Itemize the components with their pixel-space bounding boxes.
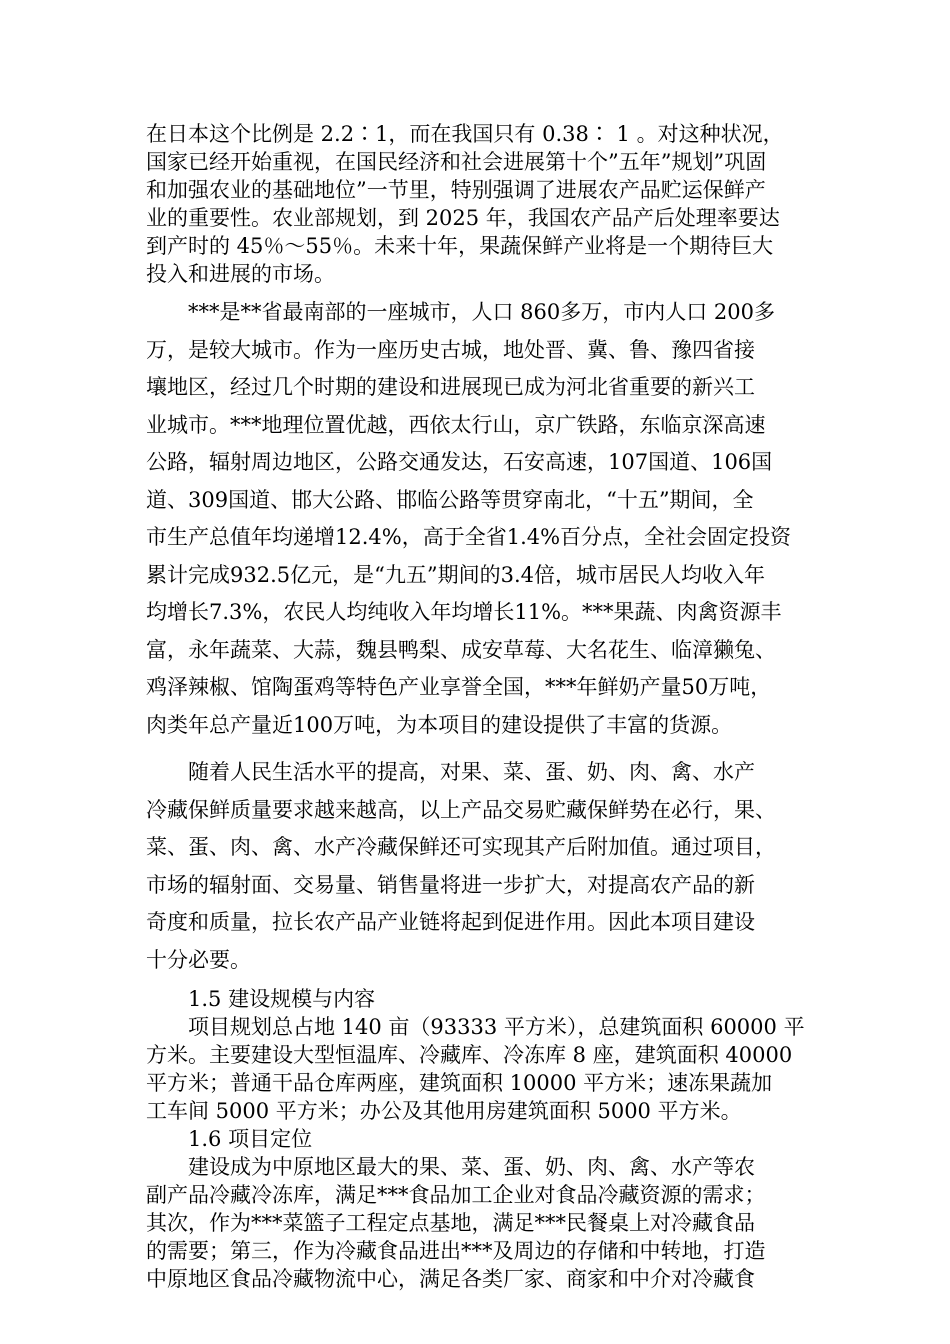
text-line: 万，是较大城市。作为一座历史古城，地处晋、冀、鲁、豫四省接 [146, 337, 755, 362]
paragraph-necessity [146, 754, 822, 979]
section-construction-scale [146, 985, 822, 1125]
text-line: 十分必要。 [146, 947, 251, 972]
text-line: 项目规划总占地 140 亩（93333 平方米），总建筑面积 60000 平 [188, 1015, 805, 1039]
section-heading: 1.6 项目定位 [188, 1127, 313, 1151]
section-project-positioning [146, 1125, 822, 1293]
text-line: 菜、蛋、肉、禽、水产冷藏保鲜还可实现其产后附加值。通过项目， [146, 835, 776, 859]
text-line: 随着人民生活水平的提高，对果、菜、蛋、奶、肉、禽、水产 [188, 760, 755, 784]
section-heading: 1.5 建设规模与内容 [188, 987, 376, 1011]
text-line: 其次，作为***菜篮子工程定点基地，满足***民餐桌上对冷藏食品 [146, 1211, 755, 1235]
text-line: 冷藏保鲜质量要求越来越高，以上产品交易贮藏保鲜势在必行，果、 [146, 797, 776, 822]
text-line: 中原地区食品冷藏物流中心，满足各类厂家、商家和中介对冷藏食 [146, 1267, 755, 1291]
text-line: 在日本这个比例是 2.2∶1，而在我国只有 0.38∶ 1 。对这种状况， [146, 122, 784, 146]
text-line: 平方米；普通干品仓库两座，建筑面积 10000 平方米；速冻果蔬加 [146, 1071, 773, 1095]
text-line: 的需要；第三，作为冷藏食品进出***及周边的存储和中转地，打造 [146, 1239, 766, 1263]
text-line: 公路，辐射周边地区，公路交通发达，石安高速，107国道、106国 [146, 450, 773, 474]
text-line: 累计完成932.5亿元，是“九五”期间的3.4倍，城市居民人均收入年 [146, 562, 765, 587]
text-line: 肉类年总产量近100万吨，为本项目的建设提供了丰富的货源。 [146, 712, 733, 737]
text-line: 国家已经开始重视，在国民经济和社会进展第十个”五年”规划”巩固 [146, 150, 767, 174]
text-line: 投入和进展的市场。 [146, 262, 335, 286]
text-line: 到产时的 45％～55％。未来十年，果蔬保鲜产业将是一个期待巨大 [146, 234, 774, 258]
text-line: 建设成为中原地区最大的果、菜、蛋、奶、肉、禽、水产等农 [188, 1155, 755, 1179]
text-line: 富，永年蔬菜、大蒜，魏县鸭梨、成安草莓、大名花生、临漳獭兔、 [146, 637, 776, 662]
text-line: 壤地区，经过几个时期的建设和进展现已成为河北省重要的新兴工 [146, 375, 755, 399]
text-line: 道、309国道、邯大公路、邯临公路等贯穿南北，“十五”期间，全 [146, 487, 754, 512]
text-line: 方米。主要建设大型恒温库、冷藏库、冷冻库 8 座，建筑面积 40000 [146, 1043, 793, 1067]
text-line: ***是**省最南部的一座城市，人口 860多万，市内人口 200多 [188, 300, 776, 324]
text-line: 鸡泽辣椒、馆陶蛋鸡等特色产业享誉全国，***年鲜奶产量50万吨， [146, 675, 772, 699]
text-line: 业的重要性。农业部规划，到 2025 年，我国农产品产后处理率要达 [146, 206, 780, 230]
text-line: 市生产总值年均递增12.4%，高于全省1.4%百分点，全社会固定投资 [146, 525, 792, 549]
text-line: 业城市。***地理位置优越，西依太行山，京广铁路，东临京深高速 [146, 412, 766, 437]
paragraph-storage-ratio [146, 120, 822, 288]
text-line: 均增长7.3%，农民人均纯收入年均增长11%。***果蔬、肉禽资源丰 [146, 600, 782, 624]
text-line: 工车间 5000 平方米；办公及其他用房建筑面积 5000 平方米。 [146, 1099, 742, 1123]
text-line: 市场的辐射面、交易量、销售量将进一步扩大，对提高农产品的新 [146, 872, 755, 897]
text-line: 和加强农业的基础地位”一节里，特别强调了进展农产品贮运保鲜产 [146, 178, 766, 202]
text-line: 副产品冷藏冷冻库，满足***食品加工企业对食品冷藏资源的需求； [146, 1183, 766, 1207]
paragraph-city-overview [146, 294, 822, 744]
text-line: 奇度和质量，拉长农产品产业链将起到促进作用。因此本项目建设 [146, 910, 755, 934]
document-page [146, 120, 822, 1293]
